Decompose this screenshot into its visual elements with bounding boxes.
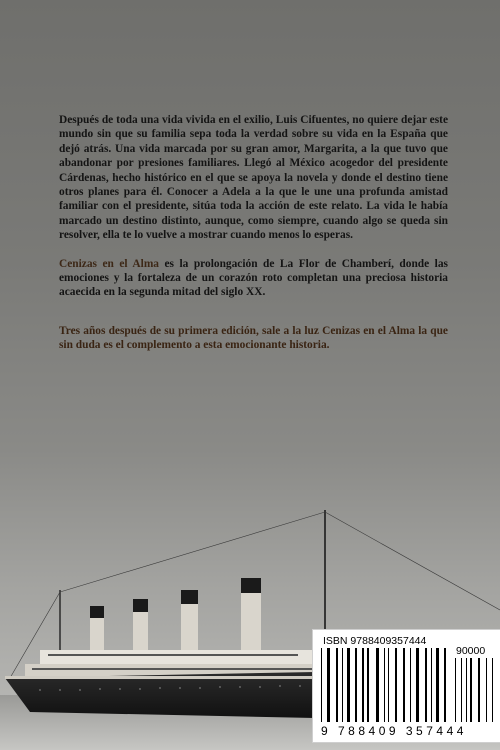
sequel-paragraph-text: es la prolongación de La Flor de Chamberí, donde las emociones y la fortaleza de un corazón roto completan una preciosa historia acaecida en la segunda mitad del siglo XX. — [59, 257, 448, 299]
funnels — [90, 578, 261, 654]
synopsis-paragraph: Después de toda una vida vivida en el exilio, Luis Cifuentes, no quiere dejar este mundo sin que su familia sepa toda la verdad sobre su vida en la España que dejó atrás. Una vida marcada por su gran amor, Margarita, a la que tuvo que abandonar por presiones familiares. Llegó al México acogedor del presidente Cárdenas, hecho histórico en el que se apoya la novela y donde el destino tiene otros planes para él. Conocer a Adela a la que le une una profunda amistad familiar con el presidente, sitúa toda la acción de este relato. La vida le había marcado un destino distinto, aunque, como siempre, cuando algo se queda sin resolver, ella te lo vuelve a mostrar cuando menos lo esperas. — [59, 114, 448, 242]
addon-barcode-icon — [455, 658, 495, 722]
book-title-highlight: Cenizas en el Alma — [59, 257, 159, 270]
barcode-icon — [321, 648, 447, 722]
sequel-paragraph — [59, 257, 448, 300]
isbn-label: ISBN 9788409357444 — [323, 635, 427, 647]
isbn-digits: 9 788409 357444 — [321, 724, 467, 738]
back-cover-blurb — [59, 113, 448, 353]
isbn-barcode-panel — [312, 629, 500, 743]
edition-note-paragraph: Tres años después de su primera edición, sale a la luz Cenizas en el Alma la que sin duda es el complemento a esta emocionante historia. — [59, 324, 448, 352]
price-code: 90000 — [456, 645, 486, 657]
